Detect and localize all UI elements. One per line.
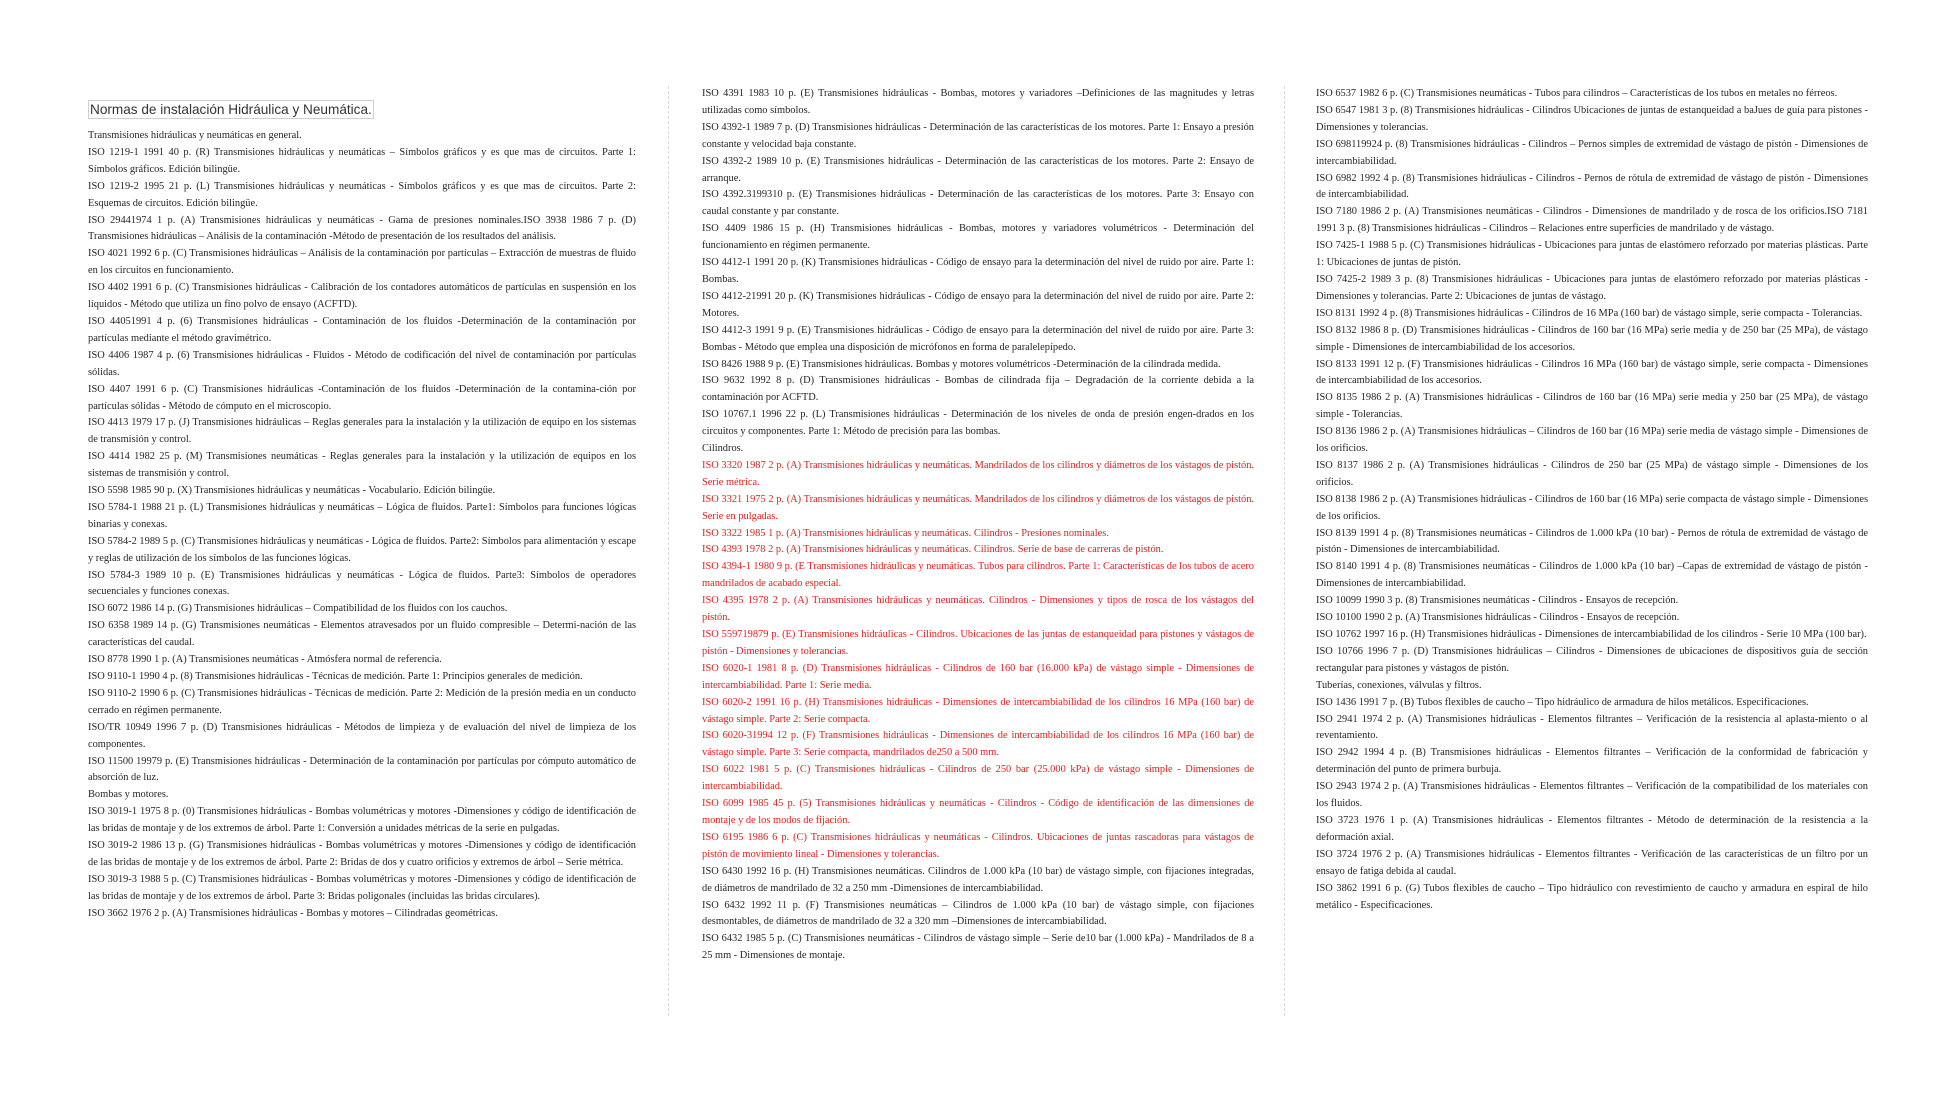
standard-entry: ISO 4392.3199310 p. (E) Transmisiones hidráulicas - Determinación de las características de los motores. Parte 3: Ensayo con caudal constante y par constante. (702, 189, 1254, 218)
standard-entry: ISO 4409 1986 15 p. (H) Transmisiones hidráulicas - Bombas, motores y variadores volumétricos - Determinación del funcionamiento en régimen permanente. (702, 223, 1254, 252)
standard-entry: ISO 8140 1991 4 p. (8) Transmisiones neumáticas - Cilindros de 1.000 kPa (10 bar) –Capas de extremidad de vástago de pistón - Dimensiones de intercambiabilidad. (1316, 561, 1868, 590)
standard-entry: ISO 3019-1 1975 8 p. (0) Transmisiones hidráulicas - Bombas volumétricas y motores -Dimensiones y código de identificación de las bridas de montaje y de los extremos de árbol. Parte 1: Conversión a unidades métricas de la serie en pulgadas. (88, 806, 636, 835)
column-2 (702, 86, 1254, 1016)
standard-entry: ISO 9110-1 1990 4 p. (8) Transmisiones hidráulicas - Técnicas de medición. Parte 1: Principios generales de medición. (88, 671, 583, 682)
standard-entry: ISO 1219-2 1995 21 p. (L) Transmisiones hidráulicas y neumáticas - Símbolos gráficos y es que mas de circuitos. Parte 2: Esquemas de circuitos. Edición bilingüe. (88, 180, 636, 209)
standard-entry: Transmisiones hidráulicas y neumáticas en general. (88, 130, 302, 141)
standard-entry: ISO/TR 10949 1996 7 p. (D) Transmisiones hidráulicas - Métodos de limpieza y de evaluación del nivel de limpieza de los componentes. (88, 721, 636, 750)
standard-entry: ISO 9632 1992 8 p. (D) Transmisiones hidráulicas - Bombas de cilindrada fija – Degradación de la corriente debida a la contaminación por ACFTD. (702, 375, 1254, 404)
standard-entry: Bombas y motores. (88, 789, 169, 801)
entry-list (1316, 86, 1868, 914)
column-divider (668, 86, 669, 1016)
highlighted-standard-entry: ISO 3320 1987 2 p. (A) Transmisiones hidráulicas y neumáticas. Mandrilados de los cilindros y diámetros de los vástagos de pistón. Serie métrica. (702, 459, 1254, 488)
standard-entry: ISO 1219-1 1991 40 p. (R) Transmisiones hidráulicas y neumáticas – Símbolos gráficos y es que mas de circuitos. Parte 1: Símbolos gráficos. Edición bilingüe. (88, 146, 636, 175)
standard-entry: ISO 10100 1990 2 p. (A) Transmisiones hidráulicas - Cilindros - Ensayos de recepción. (1316, 612, 1680, 624)
highlighted-standard-entry: ISO 6195 1986 6 p. (C) Transmisiones hidráulicas y neumáticas - Cilindros. Ubicaciones de juntas rascadoras para vástagos de pistón de movimiento lineal - Dimensiones y tolerancias. (702, 831, 1254, 860)
highlighted-standard-entry: ISO 6022 1981 5 p. (C) Transmisiones hidráulicas - Cilindros de 250 bar (25.000 kPa) de vástago simple - Dimensiones de intercambiabilidad. (702, 764, 1254, 793)
standard-entry: ISO 8778 1990 1 p. (A) Transmisiones neumáticas - Atmósfera normal de referencia. (88, 654, 442, 666)
standard-entry: ISO 5784-3 1989 10 p. (E) Transmisiones hidráulicas y neumáticas - Lógica de fluidos. Parte3: Símbolos de operadores secuenciales y funciones conexas. (88, 569, 636, 598)
highlighted-standard-entry: ISO 6020-1 1981 8 p. (D) Transmisiones hidráulicas - Cilindros de 160 bar (16.000 kPa) de vástago simple - Dimensiones de intercambiabilidad. Parte 1: Serie media. (702, 662, 1254, 691)
highlighted-standard-entry: ISO 4393 1978 2 p. (A) Transmisiones hidráulicas y neumáticas. Cilindros. Serie de base de carreras de pistón. (702, 544, 1164, 556)
standard-entry: ISO 3724 1976 2 p. (A) Transmisiones hidráulicas - Elementos filtrantes - Verificación de las características de un filtro por un ensayo de fatiga debida al caudal. (1316, 848, 1868, 877)
document-title: Normas de instalación Hidráulica y Neumática. (90, 102, 372, 117)
standard-entry: ISO 4412-21991 20 p. (K) Transmisiones hidráulicas - Código de ensayo para la determinación del nivel de ruido por aire. Parte 2: Motores. (702, 290, 1254, 319)
standard-entry: ISO 6982 1992 4 p. (8) Transmisiones hidráulicas - Cilindros - Pernos de rótula de extremidad de vástago de pistón - Dimensiones de intercambiabilidad. (1316, 172, 1868, 201)
standard-entry: ISO 7425-2 1989 3 p. (8) Transmisiones hidráulicas - Ubicaciones para juntas de elastómero reforzado por materias plásticas - Dimensiones y tolerancias. Parte 2: Ubicaciones de juntas de vástago. (1316, 273, 1868, 302)
standard-entry: ISO 29441974 1 p. (A) Transmisiones hidráulicas y neumáticas - Gama de presiones nominales.ISO 3938 1986 7 p. (D) Transmisiones hidráulicas – Análisis de la contaminación -Método de presentación de los resultados del análisis. (88, 214, 636, 243)
standard-entry: ISO 11500 19979 p. (E) Transmisiones hidráulicas - Determinación de la contaminación por partículas por cómputo automático de absorción de luz. (88, 755, 636, 784)
standard-entry: ISO 6537 1982 6 p. (C) Transmisiones neumáticas - Tubos para cilindros – Características de los tubos en metales no férreos. (1316, 88, 1838, 99)
standard-entry: ISO 7425-1 1988 5 p. (C) Transmisiones hidráulicas - Ubicaciones para juntas de elastómero reforzado por materias plásticas. Parte 1: Ubicaciones de juntas de pistón. (1316, 240, 1868, 269)
standard-entry: ISO 7180 1986 2 p. (A) Transmisiones neumáticas - Cilindros - Dimensiones de mandrilado y de rosca de los orificios.ISO 7181 1991 3 p. (8) Transmisiones hidráulicas - Cilindros – Relaciones entre superficies de mandrilado y de vástago. (1316, 206, 1868, 235)
standard-entry: ISO 8139 1991 4 p. (8) Transmisiones neumáticas - Cilindros de 1.000 kPa (10 bar) - Pernos de rótula de extremidad de vástago de pistón - Dimensiones de intercambiabilidad. (1316, 527, 1868, 556)
standard-entry: ISO 4406 1987 4 p. (6) Transmisiones hidráulicas - Fluidos - Método de codificación del nivel de contaminación por partículas sólidas. (88, 349, 636, 378)
standard-entry: ISO 4021 1992 6 p. (C) Transmisiones hidráulicas – Análisis de la contaminación por partículas – Extracción de muestras de fluido en los circuitos en funcionamiento. (88, 248, 636, 277)
standard-entry: ISO 10762 1997 16 p. (H) Transmisiones hidráulicas - Dimensiones de intercambiabilidad de los cilindros - Serie 10 MPa (100 bar). (1316, 629, 1867, 640)
standard-entry: ISO 6430 1992 16 p. (H) Transmisiones neumáticas. Cilindros de 1.000 kPa (10 bar) de vástago simple, con fijaciones integradas, de diámetros de mandrilado de 32 a 250 mm -Dimensiones de intercambiabilidad. (702, 865, 1254, 894)
standard-entry: ISO 10766 1996 7 p. (D) Transmisiones hidráulicas – Cilindros - Dimensiones de ubicaciones de dispositivos guía de sección rectangular para pistones y vástagos de pistón. (1316, 645, 1868, 674)
standard-entry: ISO 5784-1 1988 21 p. (L) Transmisiones hidráulicas y neumáticas – Lógica de fluidos. Parte1: Símbolos para funciones lógicas binarias y conexas. (88, 501, 636, 530)
standard-entry: ISO 3862 1991 6 p. (G) Tubos flexibles de caucho – Tipo hidráulico con revestimiento de caucho y armadura en espiral de hilo metálico - Especificaciones. (1316, 882, 1868, 911)
standard-entry: ISO 4412-3 1991 9 p. (E) Transmisiones hidráulicas - Código de ensayo para la determinación del nivel de ruido por aire. Parte 3: Bombas - Método que emplea una disposición de micrófonos en forma de paralelepípedo. (702, 324, 1254, 353)
entry-list (88, 128, 636, 923)
standard-entry: ISO 8133 1991 12 p. (F) Transmisiones hidráulicas - Cilindros 16 MPa (160 bar) de vástago simple, serie compacta - Dimensiones de intercambiabilidad de los accesorios. (1316, 358, 1868, 387)
standard-entry: ISO 4392-1 1989 7 p. (D) Transmisiones hidráulicas - Determinación de las características de los motores. Parte 1: Ensayo a presión constante y velocidad baja constante. (702, 121, 1254, 150)
column-divider (1284, 86, 1285, 1016)
standard-entry: ISO 8137 1986 2 p. (A) Transmisiones hidráulicas - Cilindros de 250 bar (25 MPa) de vástago simple - Dimensiones de los orificios. (1316, 459, 1868, 488)
standard-entry: ISO 8138 1986 2 p. (A) Transmisiones hidráulicas - Cilindros de 160 bar (16 MPa) serie compacta de vástago simple - Dimensiones de los orificios. (1316, 493, 1868, 522)
standard-entry: ISO 6072 1986 14 p. (G) Transmisiones hidráulicas – Compatibilidad de los fluidos con los cauchos. (88, 603, 508, 615)
highlighted-standard-entry: ISO 6020-31994 12 p. (F) Transmisiones hidráulicas - Dimensiones de intercambiabilidad de los cilindros 16 MPa (160 bar) de vástago simple. Parte 3: Serie compacta, mandrilados de250 a 500 mm. (702, 730, 1254, 759)
standard-entry: ISO 2941 1974 2 p. (A) Transmisiones hidráulicas - Elementos filtrantes – Verificación de la resistencia al aplasta-miento o al reventamiento. (1316, 713, 1868, 742)
highlighted-standard-entry: ISO 3321 1975 2 p. (A) Transmisiones hidráulicas y neumáticas. Mandrilados de los cilindros y diámetros de los vástagos de pistón. Serie en pulgadas. (702, 493, 1254, 522)
standard-entry: Tuberías, conexiones, válvulas y filtros. (1316, 679, 1482, 691)
standard-entry: ISO 2943 1974 2 p. (A) Transmisiones hidráulicas - Elementos filtrantes – Verificación de la compatibilidad de los materiales con los fluidos. (1316, 781, 1868, 810)
standard-entry: ISO 698119924 p. (8) Transmisiones hidráulicas - Cilindros – Pernos simples de extremidad de vástago de pistón - Dimensiones de intercambiabilidad. (1316, 138, 1868, 167)
standard-entry: ISO 8136 1986 2 p. (A) Transmisiones hidráulicas – Cilindros de 160 bar (16 MPa) serie media de vástago simple - Dimensiones de los orificios. (1316, 426, 1868, 455)
standard-entry: ISO 4413 1979 17 p. (J) Transmisiones hidráulicas – Reglas generales para la instalación y la utilización de equipo en los sistemas de transmisión y control. (88, 417, 636, 446)
standard-entry: ISO 2942 1994 4 p. (B) Transmisiones hidráulicas - Elementos filtrantes – Verificación de la conformidad de fabricación y determinación del punto de primera burbuja. (1316, 747, 1868, 776)
standard-entry: ISO 6358 1989 14 p. (G) Transmisiones neumáticas - Elementos atravesados por un fluido compresible – Determi-nación de las características del caudal. (88, 620, 636, 649)
standard-entry: ISO 5598 1985 90 p. (X) Transmisiones hidráulicas y neumáticas - Vocabulario. Edición bilingüe. (88, 485, 496, 497)
highlighted-standard-entry: ISO 3322 1985 1 p. (A) Transmisiones hidráulicas y neumáticas. Cilindros - Presiones nominales. (702, 527, 1109, 539)
standard-entry: ISO 1436 1991 7 p. (B) Tubos flexibles de caucho – Tipo hidráulico de armadura de hilos metálicos. Especificaciones. (1316, 696, 1809, 708)
standard-entry: ISO 10099 1990 3 p. (8) Transmisiones neumáticas - Cilindros - Ensayos de recepción. (1316, 595, 1679, 607)
standard-entry: ISO 44051991 4 p. (6) Transmisiones hidráulicas - Contaminación de los fluidos -Determinación de la contaminación por partículas mediante el método gravimétrico. (88, 315, 636, 344)
entry-list (702, 86, 1254, 965)
column-3 (1316, 86, 1868, 1016)
standard-entry: ISO 8426 1988 9 p. (E) Transmisiones hidráulicas. Bombas y motores volumétricos -Determinación de la cilindrada medida. (702, 358, 1221, 370)
highlighted-standard-entry: ISO 4395 1978 2 p. (A) Transmisiones hidráulicas y neumáticas. Cilindros - Dimensiones y tipos de rosca de los vástagos del pistón. (702, 595, 1254, 624)
standard-entry: ISO 6432 1985 5 p. (C) Transmisiones neumáticas - Cilindros de vástago simple – Serie de10 bar (1.000 kPa) - Mandrilados de 8 a 25 mm - Dimensiones de montaje. (702, 933, 1254, 962)
standard-entry: ISO 9110-2 1990 6 p. (C) Transmisiones hidráulicas - Técnicas de medición. Parte 2: Medición de la presión media en un conducto cerrado en régimen permanente. (88, 687, 636, 716)
standard-entry: ISO 4392-2 1989 10 p. (E) Transmisiones hidráulicas - Determinación de las características de los motores. Parte 2: Ensayo de arranque. (702, 155, 1254, 184)
standard-entry: ISO 8131 1992 4 p. (8) Transmisiones hidráulicas - Cilindros de 16 MPa (160 bar) de vástago simple, serie compacta - Tolerancias. (1316, 307, 1863, 319)
column-1 (88, 100, 636, 1030)
standard-entry: ISO 3662 1976 2 p. (A) Transmisiones hidráulicas - Bombas y motores – Cilindradas geométricas. (88, 907, 498, 919)
standard-entry: ISO 3723 1976 1 p. (A) Transmisiones hidráulicas - Elementos filtrantes - Método de determinación de la resistencia a la deformación axial. (1316, 814, 1868, 843)
document-page (84, 86, 1866, 1016)
highlighted-standard-entry: ISO 559719879 p. (E) Transmisiones hidráulicas - Cilindros. Ubicaciones de las juntas de estanqueidad para pistones y vástagos de pistón - Dimensiones y tolerancias. (702, 629, 1254, 657)
standard-entry: ISO 4407 1991 6 p. (C) Transmisiones hidráulicas -Contaminación de los fluidos -Determinación de la contamina-ción por partículas sólidas - Método de cómputo en el microscopio. (88, 383, 636, 412)
standard-entry: ISO 3019-2 1986 13 p. (G) Transmisiones hidráulicas - Bombas volumétricas y motores -Dimensiones y código de identificación de las bridas de montaje y de los extremos de árbol. Parte 2: Bridas de dos y cuatro orificios y extremos de árbol – Serie métrica. (88, 840, 636, 868)
standard-entry: ISO 8132 1986 8 p. (D) Transmisiones hidráulicas - Cilindros de 160 bar (16 MPa) serie media y de 250 bar (25 MPa), de vástago simple - Dimensiones de intercambiabilidad de los accesorios. (1316, 324, 1868, 353)
standard-entry: ISO 5784-2 1989 5 p. (C) Transmisiones hidráulicas y neumáticas - Lógica de fluidos. Parte2: Símbolos para alimentación y escape y reglas de utilización de los símbolos de las funciones lógicas. (88, 535, 636, 564)
standard-entry: ISO 4402 1991 6 p. (C) Transmisiones hidráulicas - Calibración de los contadores automáticos de partículas en suspensión en los líquidos - Método que utiliza un fino polvo de ensayo (ACFTD). (88, 282, 636, 311)
highlighted-standard-entry: ISO 4394-1 1980 9 p. (E Transmisiones hidráulicas y neumáticas. Tubos para cilindros. Parte 1: Características de los tubos de acero mandrilados de acabado especial. (702, 561, 1254, 590)
standard-entry: ISO 3019-3 1988 5 p. (C) Transmisiones hidráulicas - Bombas volumétricas y motores -Dimensiones y código de identificación de las bridas de montaje y de los extremos de árbol. Parte 3: Bridas poligonales (incluidas las bridas circulares). (88, 873, 636, 902)
standard-entry: ISO 4391 1983 10 p. (E) Transmisiones hidráulicas - Bombas, motores y variadores –Definiciones de las magnitudes y letras utilizadas como símbolos. (702, 88, 1254, 116)
standard-entry: ISO 4414 1982 25 p. (M) Transmisiones neumáticas - Reglas generales para la instalación y la utilización de equipos en los sistemas de transmisión y control. (88, 451, 636, 480)
highlighted-standard-entry: ISO 6099 1985 45 p. (5) Transmisiones hidráulicas y neumáticas - Cilindros - Código de identificación de las dimensiones de montaje y de los modos de fijación. (702, 798, 1254, 826)
standard-entry: ISO 10767.1 1996 22 p. (L) Transmisiones hidráulicas - Determinación de los niveles de onda de presión engen-drados en los circuitos y componentes. Parte 1: Método de precisión para las bombas. (702, 409, 1254, 438)
standard-entry: Cilindros. (702, 443, 744, 455)
standard-entry: ISO 6547 1981 3 p. (8) Transmisiones hidráulicas - Cilindros Ubicaciones de juntas de estanqueidad a baJues de guía para pistones - Dimensiones y tolerancias. (1316, 104, 1868, 133)
highlighted-standard-entry: ISO 6020-2 1991 16 p. (H) Transmisiones hidráulicas - Dimensiones de intercambiabilidad de los cilindros 16 MPa (160 bar) de vástago simple. Parte 2: Serie compacta. (702, 696, 1254, 725)
standard-entry: ISO 4412-1 1991 20 p. (K) Transmisiones hidráulicas - Código de ensayo para la determinación del nivel de ruido por aire. Parte 1: Bombas. (702, 257, 1254, 285)
standard-entry: ISO 8135 1986 2 p. (A) Transmisiones hidráulicas - Cilindros de 160 bar (16 MPa) serie media y 250 bar (25 MPa), de vástago simple - Tolerancias. (1316, 392, 1868, 421)
standard-entry: ISO 6432 1992 11 p. (F) Transmisiones neumáticas – Cilindros de 1.000 kPa (10 bar) de vástago simple, con fijaciones desmontables, de diámetros de mandrilado de 32 a 320 mm –Dimensiones de intercambiabilidad. (702, 899, 1254, 928)
